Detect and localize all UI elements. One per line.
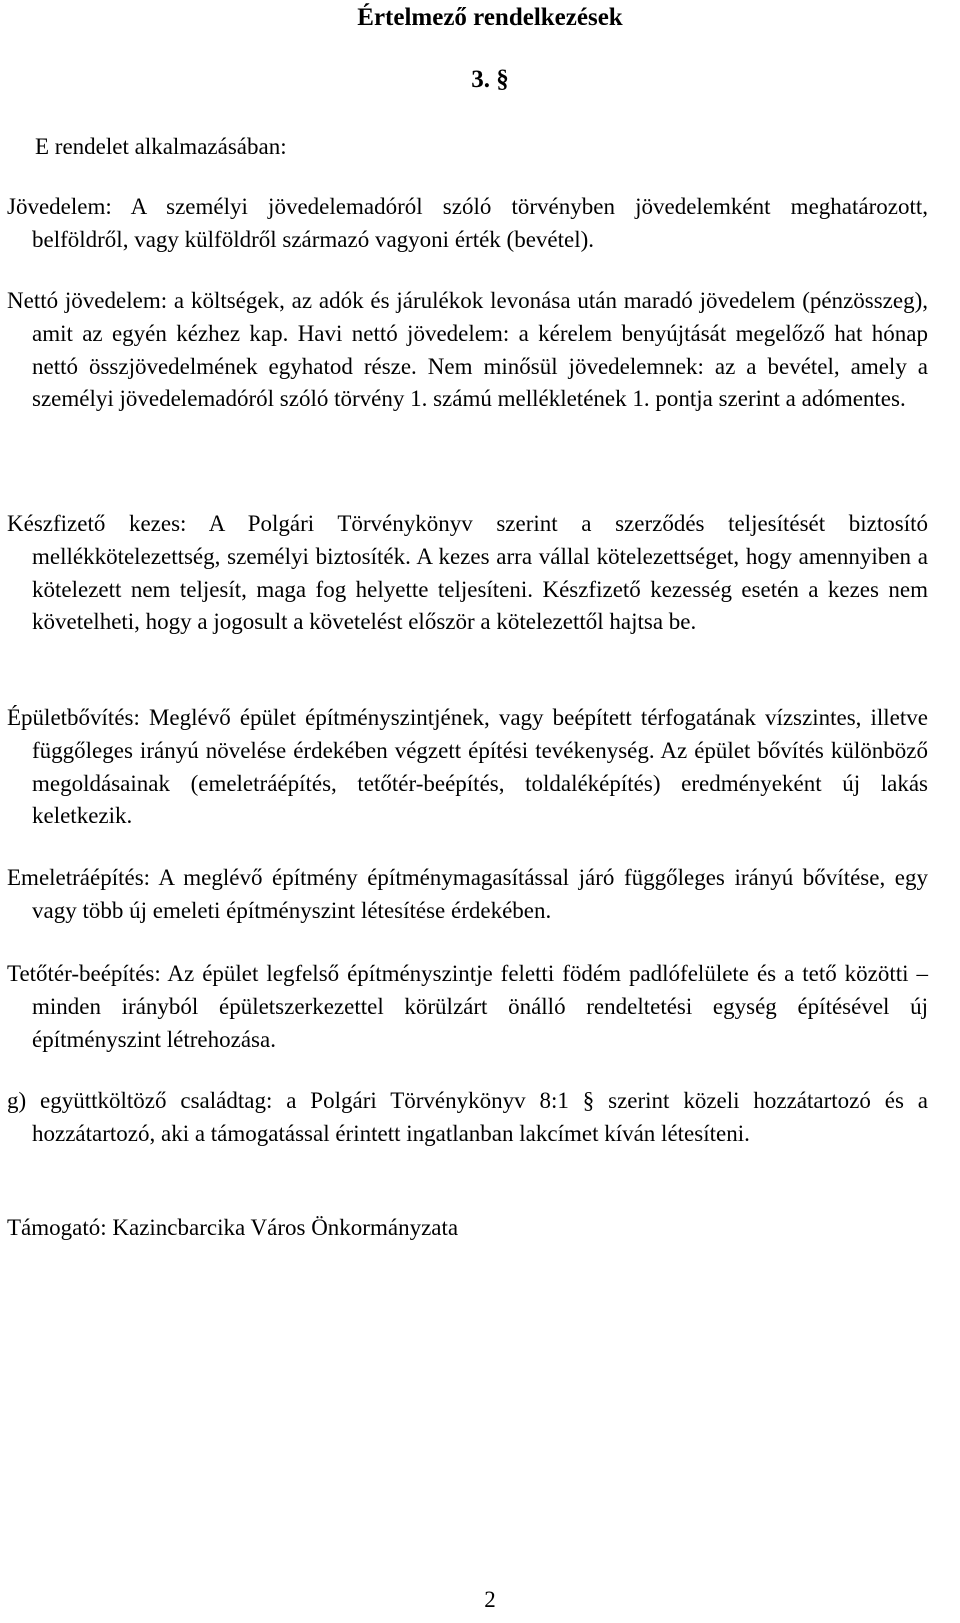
definition-epuletbovites: Épületbővítés: Meglévő épület építményszintjének, vagy beépített térfogatának vízszintes, illetve függőleges irányú növelése érdekében végzett építési tevékenység. Az épület bővítés különböző megoldásainak (emeletráépítés, tetőtér-beépítés, toldaléképítés) eredményeként új lakás keletkezik. bbox=[7, 705, 928, 829]
document-title: Értelmező rendelkezések bbox=[357, 4, 623, 31]
section-number: 3. § bbox=[471, 66, 509, 93]
definition-tamogato: Támogató: Kazincbarcika Város Önkormányzata bbox=[7, 1215, 459, 1240]
definition-egyuttkoltozo-csaladtag: g) együttköltöző családtag: a Polgári Törvénykönyv 8:1 § szerint közeli hozzátartozó és a hozzátartozó, aki a támogatással érintett ingatlanban lakcímet kíván létesíteni. bbox=[7, 1088, 928, 1146]
page-number: 2 bbox=[484, 1587, 496, 1612]
definition-netto-jovedelem: Nettó jövedelem: a költségek, az adók és járulékok levonása után maradó jövedelem (pénzösszeg), amit az egyén kézhez kap. Havi nettó jövedelem: a kérelem benyújtását megelőző hat hónap nettó összjövedelmének egyhatod része. Nem minősül jövedelemnek: az a bevétel, amely a személyi jövedelemadóról szóló törvény 1. számú mellékletének 1. pontja szerint a adómentes. bbox=[7, 288, 928, 412]
definition-tetoter-beepites: Tetőtér-beépítés: Az épület legfelső építményszintje feletti födém padlófelülete és a tető közötti – minden irányból épületszerkezettel körülzárt önálló rendeltetési egység építésével új építményszint létrehozása. bbox=[7, 961, 928, 1052]
intro-text: E rendelet alkalmazásában: bbox=[35, 134, 287, 159]
definition-emeletraepites: Emeletráépítés: A meglévő építmény építménymagasítással járó függőleges irányú bővítése, egy vagy több új emeleti építményszint létesítése érdekében. bbox=[7, 865, 928, 923]
definition-jovedelem: Jövedelem: A személyi jövedelemadóról szóló törvényben jövedelemként meghatározott, belföldről, vagy külföldről származó vagyoni érték (bevétel). bbox=[7, 194, 928, 252]
definition-keszfizeto-kezes: Készfizető kezes: A Polgári Törvénykönyv szerint a szerződés teljesítését biztosító mellékkötelezettség, személyi biztosíték. A kezes arra vállal kötelezettséget, hogy amennyiben a kötelezett nem teljesít, maga fog helyette teljesíteni. Készfizető kezesség esetén a kezes nem követelheti, hogy a jogosult a követelést először a kötelezettől hajtsa be. bbox=[7, 511, 928, 635]
